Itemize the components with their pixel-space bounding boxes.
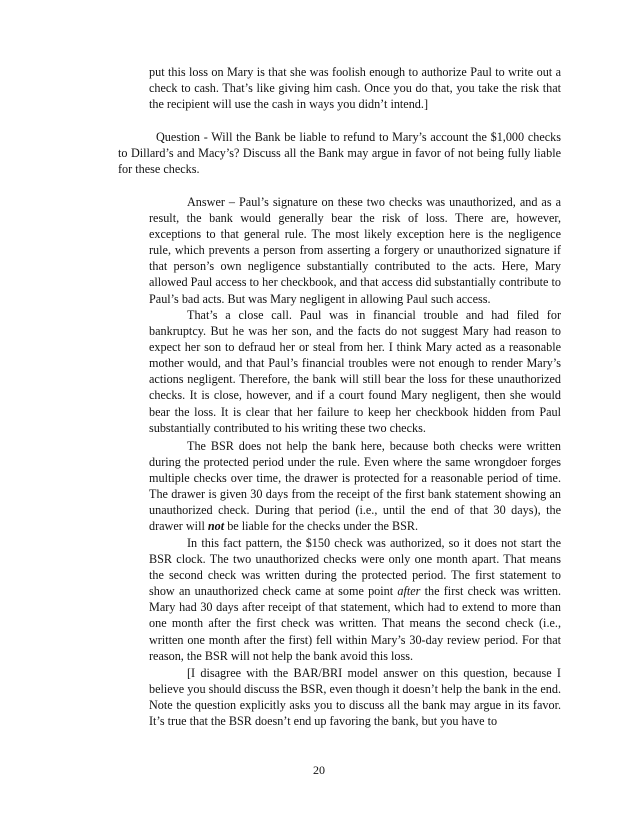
page-number: 20 <box>313 763 325 777</box>
paragraph-continuation: put this loss on Mary is that she was foolish enough to authorize Paul to write out a check to cash. That’s like giving him cash. Once you do that, you take the risk that the recipient will use the cash in ways you didn’t intend.] <box>149 65 561 112</box>
paragraph-question: Question - Will the Bank be liable to refund to Mary’s account the $1,000 checks to Dillard’s and Macy’s? Discuss all the Bank may argue in favor of not being fully liable for these checks. <box>118 130 561 177</box>
emphasis-after: after <box>397 584 421 599</box>
paragraph-fact-pattern: In this fact pattern, the $150 check was authorized, so it does not start the BSR clock. The two unauthorized checks were only one month apart. That means the second check was written during the protected period. The first statement to show an unauthorized check came at some point after the first check was written. Mary had 30 days after receipt of that statement, which had to extend to more than one month after the first check was written. That means the second check (i.e., written one month after the first) fell within Mary’s 30-day review period. For that reason, the BSR will not help the bank avoid this loss. <box>149 536 561 663</box>
paragraph-disagree: [I disagree with the BAR/BRI model answer on this question, because I believe you should discuss the BSR, even though it doesn’t help the bank in the end. Note the question explicitly asks you to discuss all the bank may argue in its favor. It’s true that the BSR doesn’t end up favoring the bank, but you have to <box>149 666 561 729</box>
emphasis-not: not <box>207 519 225 534</box>
paragraph-bsr: The BSR does not help the bank here, because both checks were written during the protected period under the rule. Even where the same wrongdoer forges multiple checks over time, the drawer is protected for a reasonable period of time. The drawer is given 30 days from the receipt of the first bank statement showing an unauthorized check. During that period (i.e., until the end of that 30 days), the drawer will not be liable for the checks under the BSR. <box>149 439 561 534</box>
paragraph-close-call: That’s a close call. Paul was in financial trouble and had filed for bankruptcy. But he was her son, and the facts do not suggest Mary had reason to expect her son to defraud her or steal from her. I think Mary acted as a reasonable mother would, and that Paul’s financial troubles were not enough to render Mary’s actions negligent. Therefore, the bank will still bear the loss for these unauthorized checks. It is close, however, and if a court found Mary negligent, then she would bear the loss. It is clear that her failure to keep her checkbook hidden from Paul substantially contributed to his writing these two checks. <box>149 308 561 435</box>
paragraph-answer: Answer – Paul’s signature on these two checks was unauthorized, and as a result, the bank would generally bear the risk of loss. There are, however, exceptions to that general rule. The most likely exception here is the negligence rule, which prevents a person from asserting a forgery or unauthorized signature if that person’s own negligence substantially contributed to the acts. Here, Mary allowed Paul access to her checkbook, and that access did substantially contribute to Paul’s bad acts. But was Mary negligent in allowing Paul such access. <box>149 195 561 306</box>
